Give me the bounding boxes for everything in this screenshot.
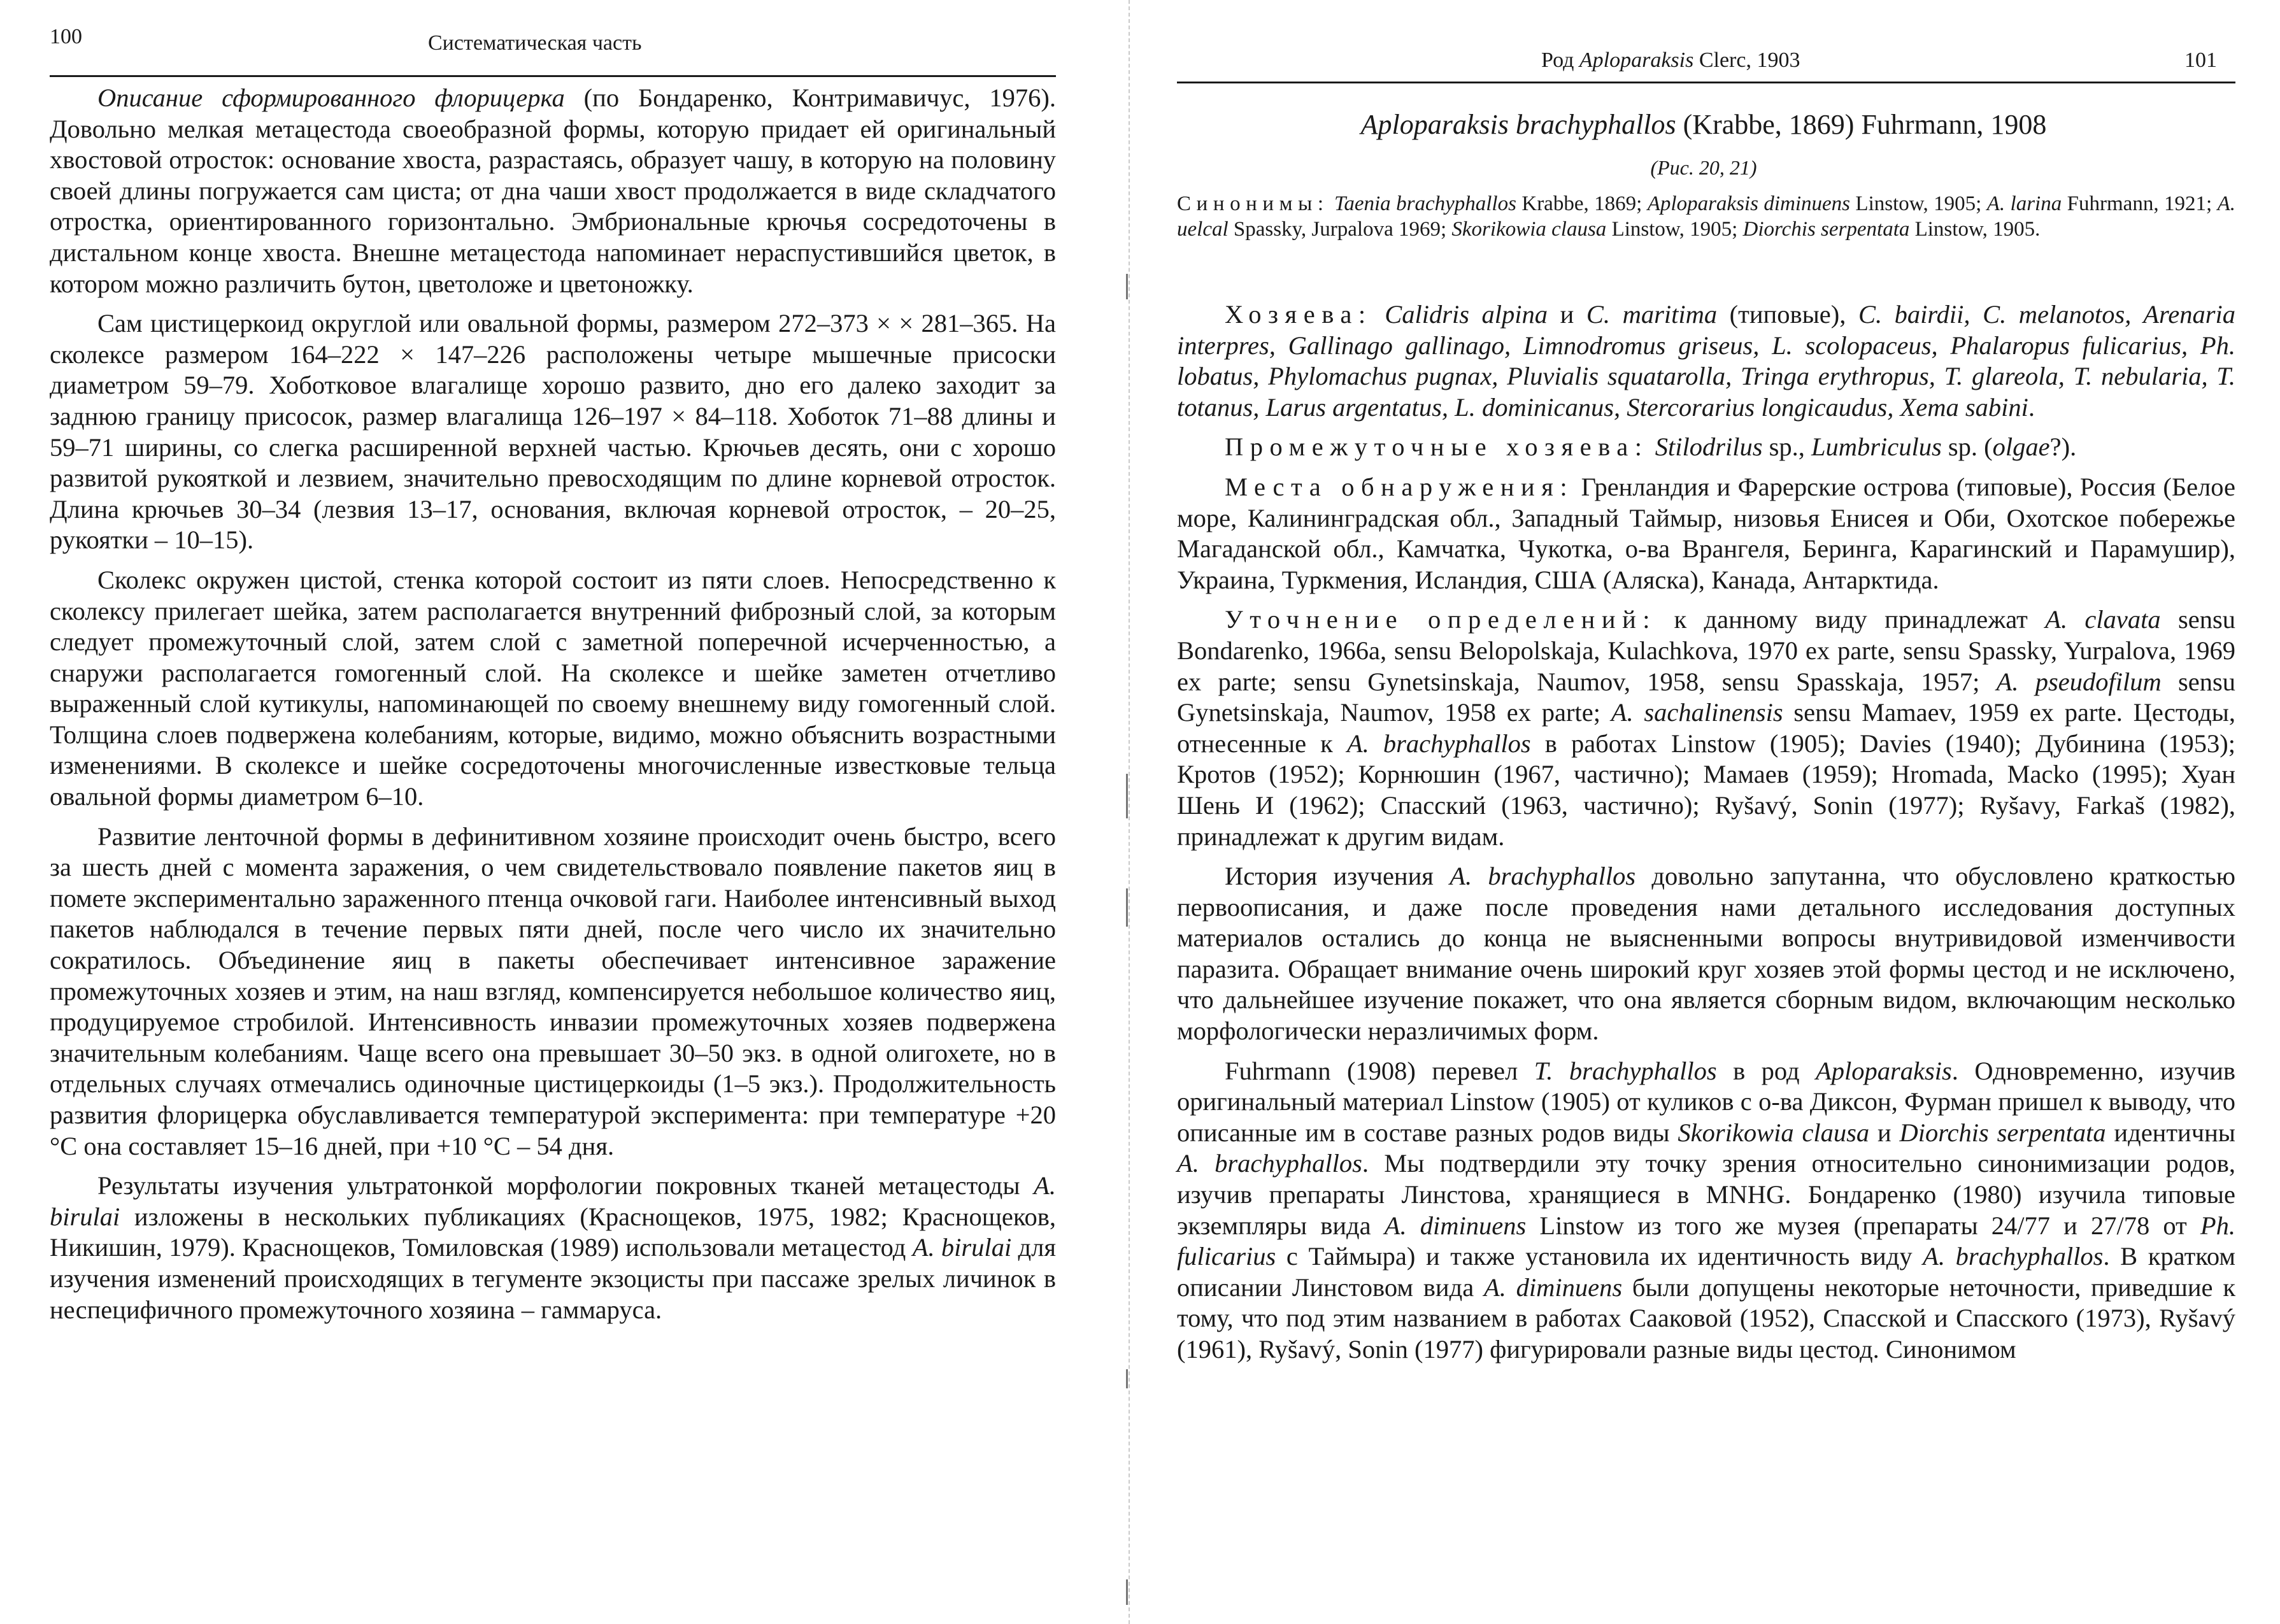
italic-run: A. larina: [1986, 192, 2062, 215]
italic-run: A. brachyphallos: [1450, 862, 1636, 891]
text-run: История изучения: [1225, 862, 1450, 891]
text-run: . В кратком описании Линстовом вида: [1177, 1242, 2235, 1302]
italic-run: Skorikowia clausa: [1678, 1118, 1870, 1147]
text-run: в работах Linstow (1905); Davies (1940); Дубинина (1953); Кротов (1952); Корнюшин (1967, частично); Мамаев (1959); Hromada, Macko (1995); Хуан Шень И (1962); Спасский (1963, частично); Ryšavý, Sonin (1977); Ryšavy, Farkaš (1982), принадлежат к другим видам.: [1177, 729, 2236, 851]
right-page: [1127, 0, 2280, 1624]
text-run: . Одновременно, изучив оригинальный материал Linstow (1905) от куликов с о-ва Диксон, Фурман пришел к выводу, что описанные им в составе разных родов виды: [1177, 1056, 2235, 1147]
italic-run: C. bairdii, C. melanotos, Arenaria interpres, Gallinago gallinago, Limnodromus griseus, L. scolopaceus, Phalaropus fulicarius, Ph. lobatus, Phylomachus pugnax, Pluvialis squatarolla, Tringa erythropus, T. glareola, T. nebularia, T. totanus, Larus argentatus, L. dominicanus, Stercorarius longicaudus, Xema sabini: [1177, 300, 2235, 422]
text-run: ?).: [2049, 432, 2077, 462]
section-label: Места обнаружения:: [1225, 472, 1574, 501]
text-run: Clerc, 1903: [1693, 48, 1800, 72]
text-run: [1329, 192, 1334, 215]
text-run: довольно запутанна, что обусловлено краткостью первоописания, и даже после проведения нами детального исследования доступных материалов остались до конца не выясненными вопросы внутривидовой изменчивости паразита. Обращает внимание очень широкий круг хозяев этой формы цестод и не исключено, что дальнейшее изучение покажет, что она является сборным видом, включающим несколько морфологически неразличимых форм.: [1177, 862, 2235, 1046]
text-run: и: [1548, 300, 1586, 329]
text-run: . Мы подтвердили эту точку зрения относительно синонимизации родов, изучив препараты Линстова, хранящиеся в MNHG. Бондаренко (1980) изучила типовые экземпляры вида: [1177, 1149, 2235, 1240]
section-paragraph: [1177, 299, 2235, 423]
synonyms-text: [1177, 192, 2235, 241]
paragraph: [50, 565, 1056, 813]
text-run: изложены в нескольких публикациях (Краснощеков, 1975, 1982; Краснощеков, Никишин, 1979). Краснощеков, Томиловская (1989) использовали метацестод: [50, 1202, 1056, 1262]
text-run: sensu Mamaev, 1959 ex parte. Цестоды, отнесенные к: [1177, 698, 2236, 758]
italic-run: Calidris alpina: [1385, 300, 1548, 329]
text-run: Род: [1541, 48, 1579, 72]
italic-run: A. diminuens: [1483, 1272, 1623, 1302]
italic-run: Skorikowia clausa: [1451, 218, 1607, 241]
left-header-rule: [50, 75, 1056, 77]
italic-run: Описание сформированного флорицерка: [97, 83, 565, 112]
text-run: Гренландия и Фарерские острова (типовые), Россия (Белое море, Калининградская обл., Западный Таймыр, низовья Енисея и Оби, Охотское побережье Магаданской обл., Камчатка, Чукотка, о-ва Врангеля, Беринга, Карагинский и Парамушир), Украина, Туркмения, Исландия, США (Аляска), Канада, Антарктида.: [1177, 472, 2235, 594]
italic-run: Aploparaksis: [1579, 48, 1694, 72]
italic-run: A. birulai: [912, 1233, 1012, 1262]
left-page: [0, 0, 1127, 1624]
paragraph: [50, 83, 1056, 299]
right-header-rule: [1177, 82, 2235, 83]
paragraph: [50, 308, 1056, 556]
text-run: .: [2028, 392, 2035, 422]
italic-run: Diorchis serpentata: [1742, 218, 1910, 241]
text-run: [1372, 300, 1385, 329]
italic-run: T. brachyphallos: [1534, 1056, 1717, 1085]
text-run: Linstow, 1905;: [1850, 192, 1987, 215]
text-run: Fuhrmann, 1921;: [2062, 192, 2218, 215]
synonyms-block: [1177, 191, 2235, 242]
text-run: sensu Gynetsinskaja, Naumov, 1958 ex parte;: [1177, 667, 2235, 727]
italic-run: A. pseudofilum: [1996, 667, 2162, 696]
text-run: Результаты изучения ультратонкой морфологии покровных тканей метацестоды: [97, 1171, 1034, 1200]
species-authority: (Krabbe, 1869) Fuhrmann, 1908: [1676, 109, 2047, 140]
italic-run: A. brachyphallos: [1923, 1242, 2104, 1271]
text-run: sp.,: [1762, 432, 1812, 462]
italic-run: A. birulai: [50, 1171, 1056, 1231]
italic-run: A. clavata: [2045, 605, 2161, 634]
section-label: Хозяева:: [1225, 300, 1372, 329]
italic-run: A. sachalinensis: [1611, 698, 1783, 727]
right-page-number: 101: [2184, 48, 2217, 72]
text-run: Сколекс окружен цистой, стенка которой состоит из пяти слоев. Непосредственно к сколексу прилегает шейка, затем располагается внутренний фиброзный слой, за которым следует промежуточный слой, затем слой с заметной поперечной исчерченностью, а снаружи располагается гомогенный слой. На сколексе и шейке заметен отчетливо выраженный слой кутикулы, напоминающей по своему внешнему виду гомогенный слой. Толщина слоев подвержена колебаниям, которые, видимо, можно объяснить возрастными изменениями. В сколексе и шейке сосредоточены многочисленные известковые тельца овальной формы диаметром 6–10.: [50, 565, 1056, 811]
paragraph: [1177, 1056, 2235, 1365]
italic-run: Stilodrilus: [1655, 432, 1763, 462]
section-label: Промежуточные хозяева:: [1225, 432, 1649, 462]
species-title: [1178, 108, 2229, 141]
paragraph: [1177, 861, 2235, 1047]
text-run: Сам цистицеркоид округлой или овальной формы, размером 272–373 × × 281–365. На сколексе размером 164–222 × 147–226 расположены четыре мышечные присоски диаметром 59–79. Хоботковое влагалище хорошо развито, дно его далеко заходит за заднюю границу присосок, размер влагалища 126–197 × 84–118. Хоботок 71–88 длины и 59–71 ширины, со слегка расширенной верхней частью. Крючьев десять, они с хорошо развитой рукояткой и лезвием, значительно превосходящим по длине корневой отросток. Длина крючьев 30–34 (лезвия 13–17, основания, включая корневой отросток, – 20–25, рукоятки – 10–15).: [50, 309, 1056, 555]
section-paragraph: [1177, 432, 2235, 463]
text-run: для изучения изменений происходящих в тегументе экзоцисты при пассаже зрелых личинок в неспецифичного промежуточного хозяина – гаммаруса.: [50, 1233, 1057, 1324]
text-run: [1649, 432, 1655, 461]
italic-run: Lumbriculus: [1811, 432, 1942, 462]
right-running-title: [1541, 48, 1800, 73]
text-run: (по Бондаренко, Контримавичус, 1976). Довольно мелкая метацестода своеобразной формы, которую придает ей оригинальный хвостовой отросток: основание хвоста, разрастаясь, образует чашу, в которую на половину своей длины погружается сам циста; от дна чаши хвост продолжается в виде складчатого отростка, ориентированного горизонтально. Эмбриональные крючья сосредоточены в дистальном конце хвоста. Внешне метацестода напоминает нераспустившийся цветок, в котором можно различить бутон, цветоложе и цветоножку.: [50, 83, 1057, 298]
text-run: Krabbe, 1869;: [1516, 192, 1648, 215]
synonyms-label: Синонимы:: [1177, 192, 1329, 215]
species-name: Aploparaksis brachyphallos: [1360, 109, 1676, 140]
text-run: Spassky, Jurpalova 1969;: [1228, 218, 1452, 241]
italic-run: Taenia brachyphallos: [1334, 192, 1516, 215]
italic-run: Ph. fulicarius: [1177, 1211, 2235, 1271]
figure-reference: (Рис. 20, 21): [1650, 156, 1757, 179]
text-run: sensu Bondarenko, 1966a, sensu Belopolskaja, Kulachkova, 1970 ex parte, sensu Spassky, Yurpalova, 1969 ex parte; sensu Gynetsinskaja, Naumov, 1958, sensu Spasskaja, 1957;: [1177, 605, 2236, 696]
paragraph: [50, 822, 1056, 1162]
left-running-title: Систематическая часть: [428, 31, 642, 55]
text-run: Linstow, 1905.: [1909, 218, 2041, 241]
italic-run: Aploparaksis: [1816, 1056, 1952, 1085]
left-page-number: 100: [50, 25, 82, 48]
section-paragraph: [1177, 472, 2235, 595]
text-run: Fuhrmann (1908) перевел: [1225, 1056, 1534, 1085]
text-run: Linstow, 1905;: [1606, 218, 1743, 241]
text-run: Linstow из того же музея (препараты 24/77 и 27/78 от: [1526, 1211, 2200, 1240]
text-run: к данному виду принадлежат: [1657, 605, 2046, 634]
section-label: Уточнение определений:: [1225, 605, 1657, 634]
text-run: (типовые),: [1717, 300, 1858, 329]
text-run: с Таймыра) и также установила их идентичность виду: [1276, 1242, 1923, 1271]
text-run: идентичны: [2105, 1118, 2235, 1147]
text-run: sp. (: [1941, 432, 1993, 462]
text-run: были допущены некоторые неточности, приведшие к тому, что под этим названием в работах Сааковой (1952), Спасской и Спасского (1973), Ryšavý (1961), Ryšavý, Sonin (1977) фигурировали разные виды цестод. Синонимом: [1177, 1272, 2235, 1364]
italic-run: A. diminuens: [1384, 1211, 1527, 1240]
right-body-text: [1177, 299, 2235, 1374]
italic-run: A. brachyphallos: [1177, 1149, 1362, 1178]
running-title-text: [1541, 48, 1800, 72]
text-run: в род: [1716, 1056, 1816, 1085]
paragraph: [50, 1171, 1056, 1325]
italic-run: Aploparaksis diminuens: [1647, 192, 1850, 215]
italic-run: olgae: [1992, 432, 2050, 462]
italic-run: A. uelcal: [1177, 192, 2236, 241]
italic-run: C. maritima: [1586, 300, 1718, 329]
section-paragraph: [1177, 604, 2235, 852]
italic-run: A. brachyphallos: [1346, 729, 1531, 758]
left-body-text: [50, 83, 1056, 1334]
text-run: и: [1869, 1118, 1900, 1147]
text-run: Развитие ленточной формы в дефинитивном хозяине происходит очень быстро, всего за шесть дней с момента заражения, о чем свидетельствовало появление пакетов яиц в помете экспериментально зараженного птенца очковой гаги. Наиболее интенсивный выход пакетов наблюдался в течение первых пяти дней, после чего число их значительно сократилось. Объединение яиц в пакеты обеспечивает интенсивное заражение промежуточных хозяев и этим, на наш взгляд, компенсируется небольшое количество яиц, продуцируемое стробилой. Интенсивность инвазии промежуточных хозяев подвержена значительным колебаниям. Чаще всего она превышает 30–50 экз. в одной олигохете, но в отдельных случаях отмечались одиночные цистицеркоиды (1–5 экз.). Продолжительность развития флорицерка обуславливается температурой эксперимента: при температуре +20 °С она составляет 15–16 дней, при +10 °С – 54 дня.: [50, 822, 1056, 1160]
italic-run: Diorchis serpentata: [1899, 1118, 2106, 1147]
